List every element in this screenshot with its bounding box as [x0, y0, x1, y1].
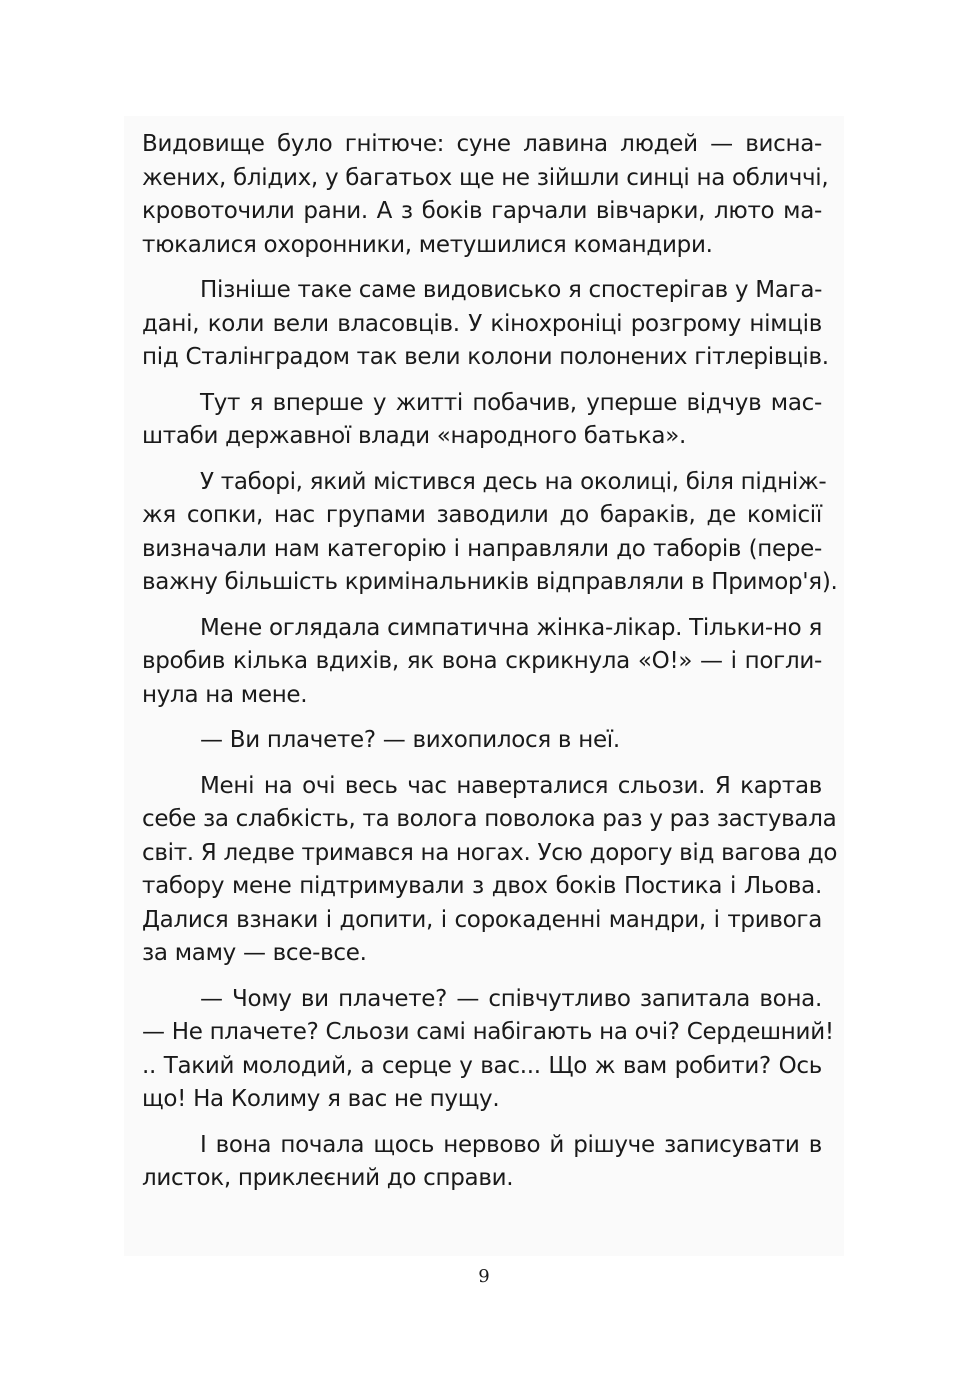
text-line: кровоточили рани. А з боків гарчали вівчарки, люто ма-: [142, 198, 822, 224]
paragraph: [142, 466, 838, 600]
text-line: жя сопки, нас групами заводили до бараків, де комісії: [142, 502, 822, 528]
text-line: світ. Я ледве тримався на ногах. Усю дорогу від вагова до: [142, 839, 838, 866]
text-line: під Сталінградом так вели колони полонених гітлерівців.: [142, 344, 829, 370]
text-line: штаби державної влади «народного батька».: [142, 423, 686, 449]
paragraph: [142, 770, 838, 971]
text-line: — Чому ви плачете? — співчутливо запитала вона.: [200, 985, 822, 1012]
text-line: вробив кілька вдихів, як вона скрикнула «О!» — і погли-: [142, 648, 822, 674]
text-block: [124, 116, 844, 1256]
text-line: — Не плачете? Сльози самі набігають на очі? Сердешний!: [142, 1019, 834, 1045]
paragraph: [142, 1129, 822, 1196]
text-line: тюкалися охоронники, метушилися командири.: [142, 231, 713, 258]
text-line: що! На Колиму я вас не пущу.: [142, 1086, 500, 1112]
text-line: І вона почала щось нервово й рішуче записувати в: [200, 1131, 822, 1158]
paragraph: [142, 724, 822, 758]
text-line: за маму — все-все.: [142, 940, 367, 966]
paragraph: [142, 128, 829, 262]
text-line: листок, приклеєний до справи.: [142, 1165, 514, 1191]
text-line: табору мене підтримували з двох боків Постика і Льова.: [142, 873, 822, 899]
text-line: У таборі, який містився десь на околиці, біля підніж-: [200, 468, 827, 495]
text-line: визначали нам категорію і направляли до таборів (пере-: [142, 535, 822, 562]
text-line: Видовище було гнітюче: суне лавина людей — висна-: [142, 131, 822, 157]
text-line: Тут я вперше у житті побачив, уперше відчув мас-: [200, 389, 822, 416]
text-line: — Ви плачете? — вихопилося в неї.: [200, 727, 620, 753]
page-number: 9: [478, 1266, 490, 1287]
text-line: важну більшість кримінальників відправляли в Примор'я).: [142, 569, 838, 595]
text-line: Пізніше таке саме видовисько я спостерігав у Мага-: [200, 277, 823, 303]
paragraph: [142, 983, 834, 1117]
paragraph: [142, 612, 822, 713]
text-line: Мене оглядала симпатична жінка-лікар. Тільки-но я: [200, 614, 822, 641]
text-line: себе за слабкість, та волога поволока раз у раз застувала: [142, 806, 837, 832]
text-line: нула на мене.: [142, 681, 308, 708]
text-line: Далися взнаки і допити, і сорокаденні мандри, і тривога: [142, 906, 822, 933]
paragraph: [142, 387, 822, 454]
text-line: Мені на очі весь час наверталися сльози. Я картав: [200, 772, 822, 799]
paragraph: [142, 274, 829, 375]
paragraphs: [142, 128, 838, 1196]
text-line: жених, блідих, у багатьох ще не зійшли синці на обличчі,: [142, 164, 829, 191]
text-line: дані, коли вели власовців. У кінохроніці розгрому німців: [142, 310, 822, 337]
text-line: .. Такий молодий, а серце у вас... Що ж вам робити? Ось: [142, 1052, 822, 1079]
